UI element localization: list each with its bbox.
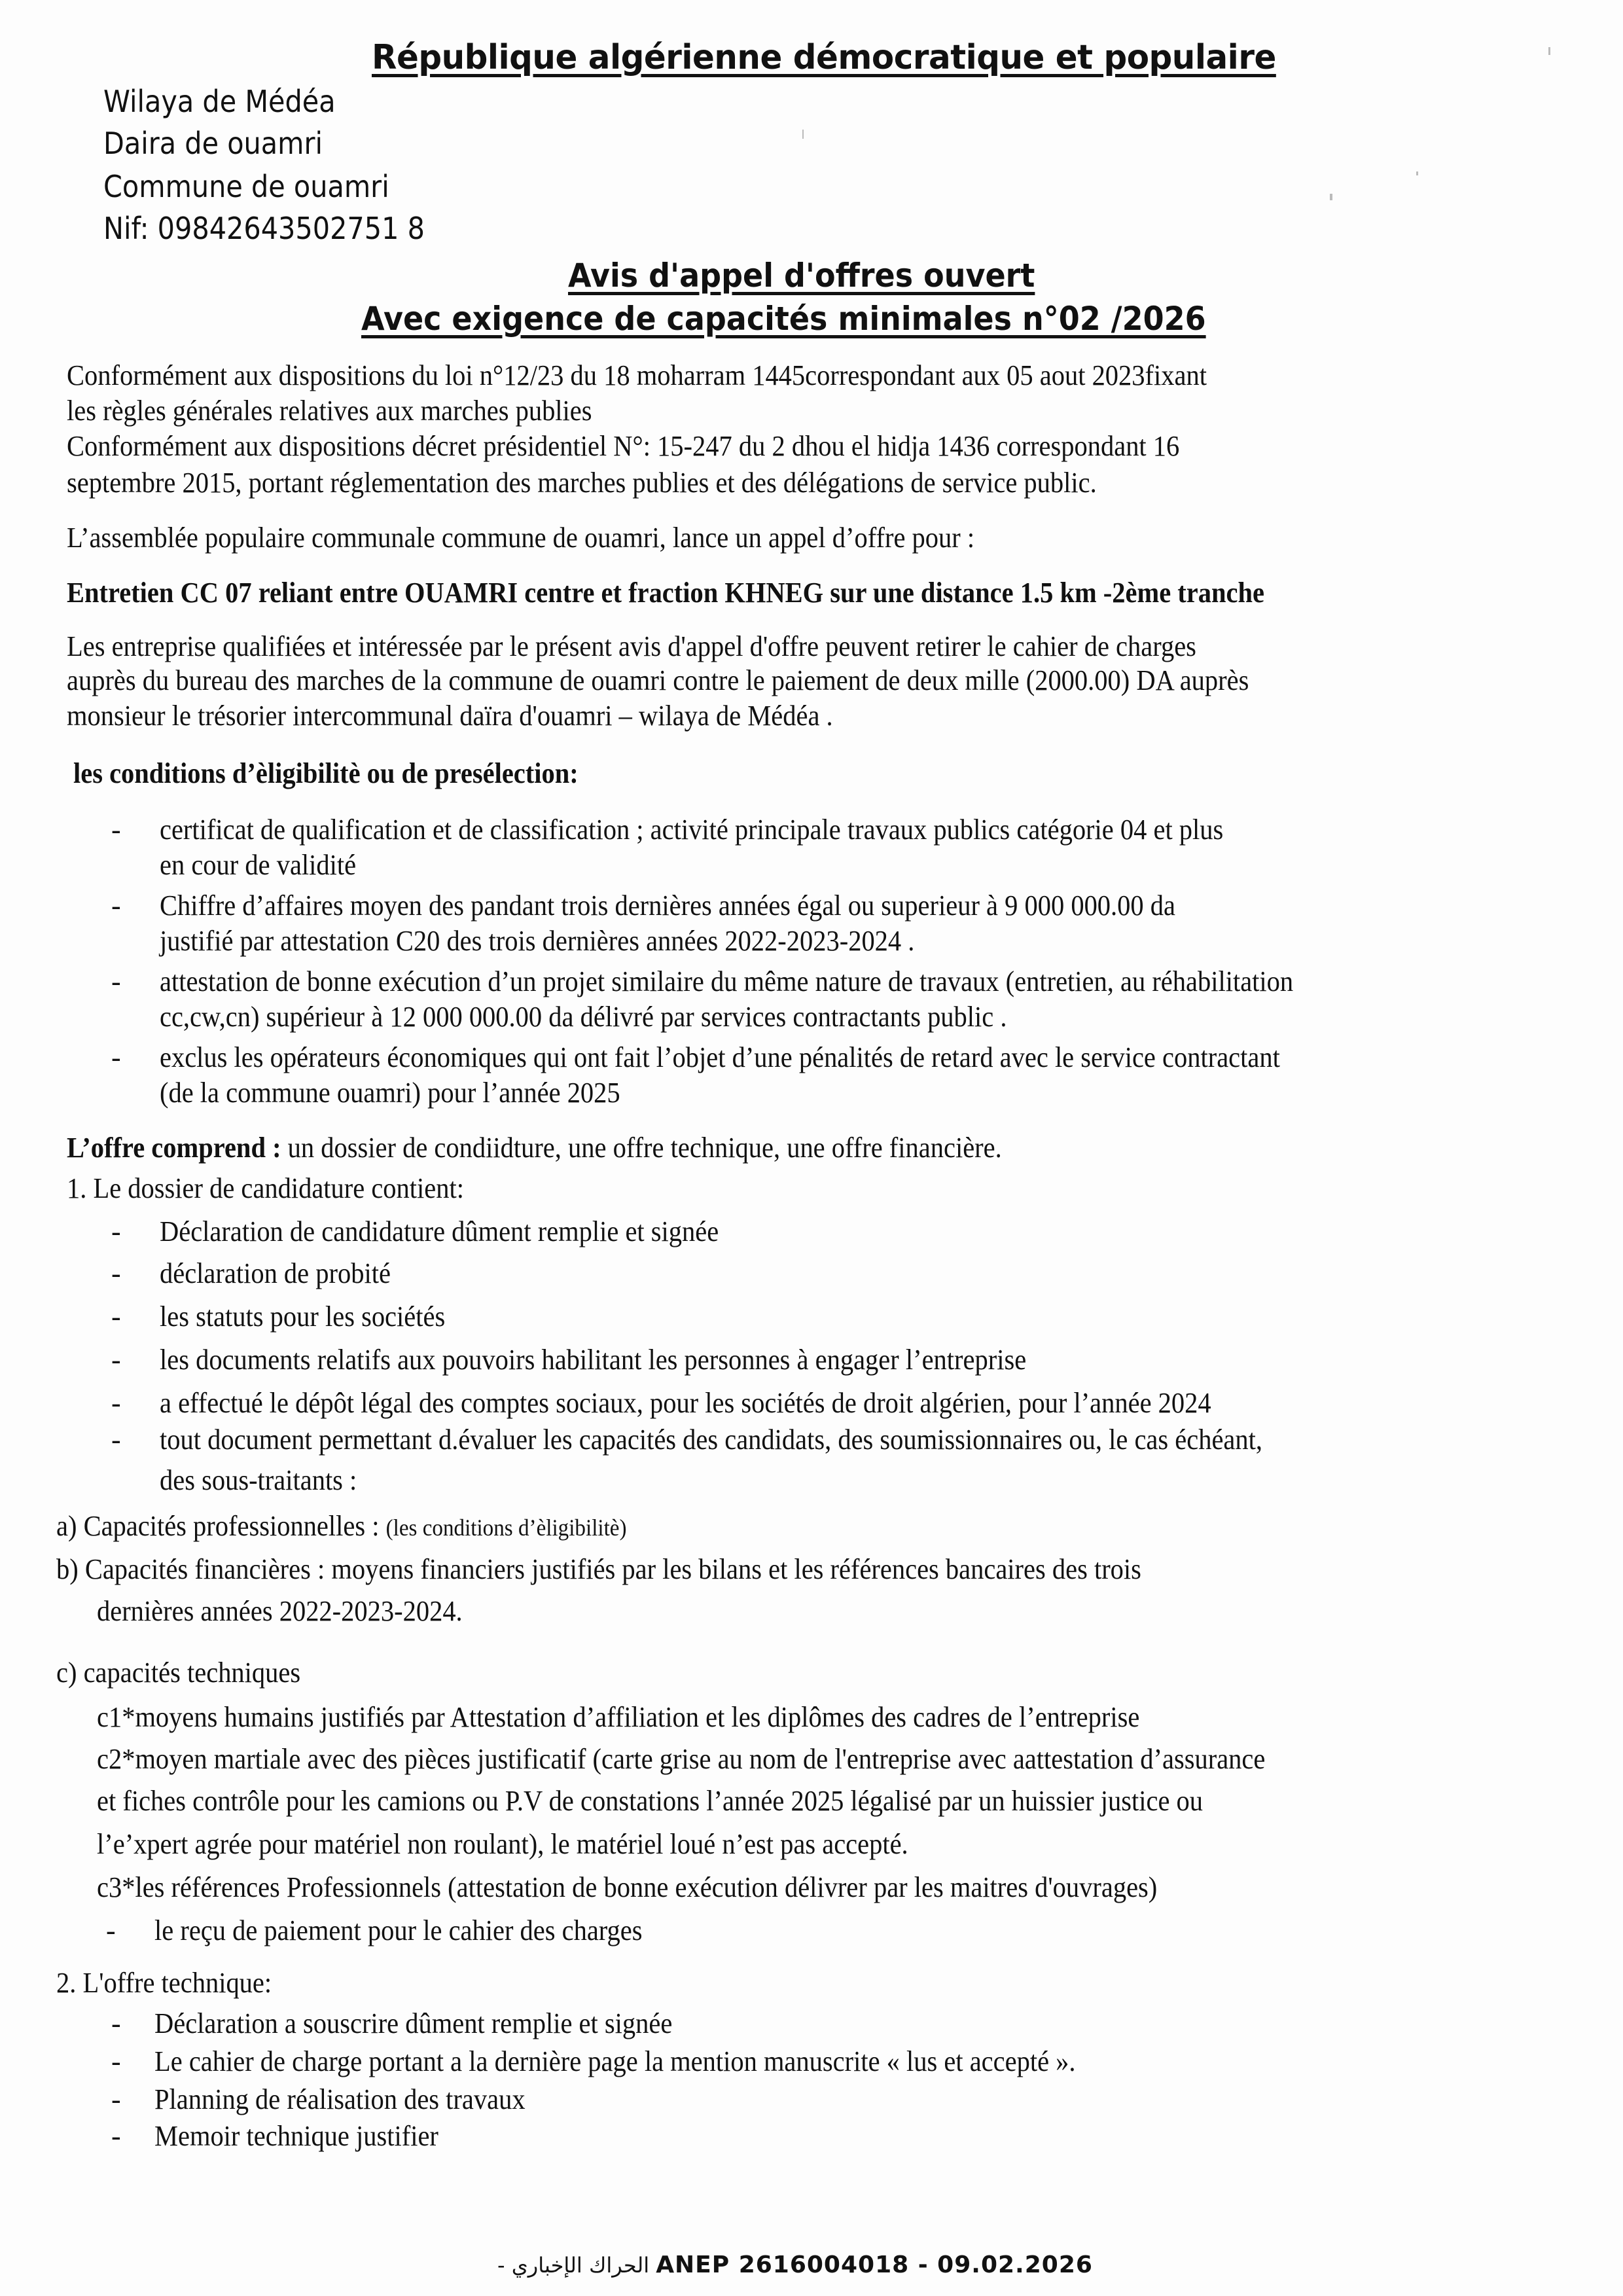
republic-heading: République algérienne démocratique et populaire: [372, 38, 1276, 77]
preamble-decree-line2: septembre 2015, portant réglementation des marches publies et des délégations de service public.: [67, 467, 1097, 499]
bullet-dash: -: [111, 1215, 121, 1247]
offer-intro-text: un dossier de condiidture, une offre technique, une offre financière.: [281, 1132, 1002, 1164]
eligibility-item-1-line2: en cour de validité: [160, 849, 357, 881]
technical-item-3: Planning de réalisation des travaux: [154, 2083, 526, 2115]
eligibility-item-3-line1: attestation de bonne exécution d’un projet similaire du même nature de travaux (entretien, au réhabilitation: [160, 965, 1294, 997]
bullet-dash: -: [111, 1041, 121, 1073]
scan-speck: [1330, 194, 1332, 200]
capacity-a: [56, 1509, 627, 1543]
bullet-dash: -: [106, 1914, 116, 1946]
eligibility-item-2-line2: justifié par attestation C20 des trois dernières années 2022-2023-2024 .: [160, 925, 915, 957]
capacity-b-line2: dernières années 2022-2023-2024.: [97, 1595, 463, 1627]
technical-item-4: Memoir technique justifier: [154, 2120, 438, 2152]
capacity-c3: c3*les références Professionnels (attestation de bonne exécution délivrer par les maitres d'ouvrages): [97, 1871, 1158, 1903]
bullet-dash: -: [111, 1424, 121, 1456]
scan-speck: [802, 130, 804, 139]
eligibility-item-1-line1: certificat de qualification et de classification ; activité principale travaux publics catégorie 04 et plus: [160, 814, 1224, 846]
candidature-item-2: déclaration de probité: [160, 1257, 391, 1289]
eligibility-item-2-line1: Chiffre d’affaires moyen des pandant trois dernières années égal ou superieur à 9 000 000.00 da: [160, 889, 1175, 922]
capacity-a-note: (les conditions d’èligibilitè): [385, 1515, 627, 1541]
nif-line: Nif: 09842643502751 8: [103, 211, 425, 246]
capacity-c1: c1*moyens humains justifiés par Attestation d’affiliation et les diplômes des cadres de l’entreprise: [97, 1701, 1140, 1733]
bullet-dash: -: [111, 2120, 121, 2152]
anep-reference: ANEP 2616004018 - 09.02.2026: [656, 2251, 1093, 2278]
section-1-heading: 1. Le dossier de candidature contient:: [67, 1172, 464, 1204]
wilaya-line: Wilaya de Médéa: [103, 84, 336, 119]
retrait-line1: Les entreprise qualifiées et intéressée par le présent avis d'appel d'offre peuvent retirer le cahier de charges: [67, 630, 1196, 662]
scan-speck: [1416, 171, 1418, 175]
candidature-item-1: Déclaration de candidature dûment remplie et signée: [160, 1215, 719, 1247]
capacity-c2-line1: c2*moyen martiale avec des pièces justificatif (carte grise au nom de l'entreprise avec aattestation d’assurance: [97, 1743, 1266, 1775]
bullet-dash: -: [111, 814, 121, 846]
bullet-dash: -: [111, 2045, 121, 2077]
candidature-item-6-cont: des sous-traitants :: [160, 1464, 357, 1496]
daira-line: Daira de ouamri: [103, 126, 323, 161]
launch-statement: L’assemblée populaire communale commune de ouamri, lance un appel d’offre pour :: [67, 522, 975, 554]
publication-footer: [497, 2251, 1093, 2278]
capacity-b-line1: b) Capacités financières : moyens financiers justifiés par les bilans et les références bancaires des trois: [56, 1553, 1141, 1585]
eligibility-item-4-line2: (de la commune ouamri) pour l’année 2025: [160, 1077, 620, 1109]
candidature-item-6: tout document permettant d.évaluer les capacités des candidats, des soumissionnaires ou, le cas échéant,: [160, 1424, 1262, 1456]
commune-line: Commune de ouamri: [103, 169, 389, 204]
project-title: Entretien CC 07 reliant entre OUAMRI centre et fraction KHNEG sur une distance 1.5 km -2ème tranche: [67, 577, 1264, 609]
bullet-dash: -: [111, 1344, 121, 1376]
retrait-line2: auprès du bureau des marches de la commune de ouamri contre le paiement de deux mille (2000.00) DA auprès: [67, 664, 1249, 696]
technical-item-2: Le cahier de charge portant a la dernière page la mention manuscrite « lus et accepté ».: [154, 2045, 1076, 2077]
preamble-law-line2: les règles générales relatives aux marches publies: [67, 395, 592, 427]
eligibility-item-3-line2: cc,cw,cn) supérieur à 12 000 000.00 da délivré par services contractants public .: [160, 1001, 1007, 1033]
bullet-dash: -: [111, 2083, 121, 2115]
bullet-dash: -: [111, 1300, 121, 1333]
capacity-c: c) capacités techniques: [56, 1657, 301, 1689]
bullet-dash: -: [111, 889, 121, 922]
candidature-item-4: les documents relatifs aux pouvoirs habilitant les personnes à engager l’entreprise: [160, 1344, 1027, 1376]
preamble-law-line1: Conformément aux dispositions du loi n°12/23 du 18 moharram 1445correspondant aux 05 aout 2023fixant: [67, 359, 1207, 391]
bullet-dash: -: [111, 1257, 121, 1289]
candidature-item-3: les statuts pour les sociétés: [160, 1300, 446, 1333]
offer-intro: [67, 1131, 1002, 1164]
eligibility-item-4-line1: exclus les opérateurs économiques qui ont fait l’objet d’une pénalités de retard avec le service contractant: [160, 1041, 1280, 1073]
publisher-name: الحراك الإخباري -: [497, 2253, 650, 2278]
notice-subtitle: Avec exigence de capacités minimales n°02 /2026: [361, 300, 1206, 338]
payment-receipt-item: le reçu de paiement pour le cahier des charges: [154, 1914, 643, 1946]
candidature-item-5: a effectué le dépôt légal des comptes sociaux, pour les sociétés de droit algérien, pour l’année 2024: [160, 1387, 1211, 1419]
section-2-heading: 2. L'offre technique:: [56, 1967, 272, 1999]
bullet-dash: -: [111, 965, 121, 997]
bullet-dash: -: [111, 1387, 121, 1419]
eligibility-heading: les conditions d’èligibilitè ou de presélection:: [73, 757, 579, 789]
offer-intro-label: L’offre comprend :: [67, 1132, 281, 1164]
scan-speck: [1548, 47, 1550, 55]
notice-title: Avis d'appel d'offres ouvert: [568, 257, 1035, 295]
bullet-dash: -: [111, 2007, 121, 2039]
capacity-c2-line3: l’e’xpert agrée pour matériel non roulant), le matériel loué n’est pas accepté.: [97, 1828, 908, 1860]
technical-item-1: Déclaration a souscrire dûment remplie et signée: [154, 2007, 673, 2039]
retrait-line3: monsieur le trésorier intercommunal daïra d'ouamri – wilaya de Médéa .: [67, 700, 833, 732]
capacity-c2-line2: et fiches contrôle pour les camions ou P.V de constations l’année 2025 légalisé par un huissier justice ou: [97, 1785, 1204, 1817]
preamble-decree-line1: Conformément aux dispositions décret présidentiel N°: 15-247 du 2 dhou el hidja 1436 correspondant 16: [67, 430, 1180, 462]
capacity-a-label: a) Capacités professionnelles :: [56, 1510, 386, 1542]
